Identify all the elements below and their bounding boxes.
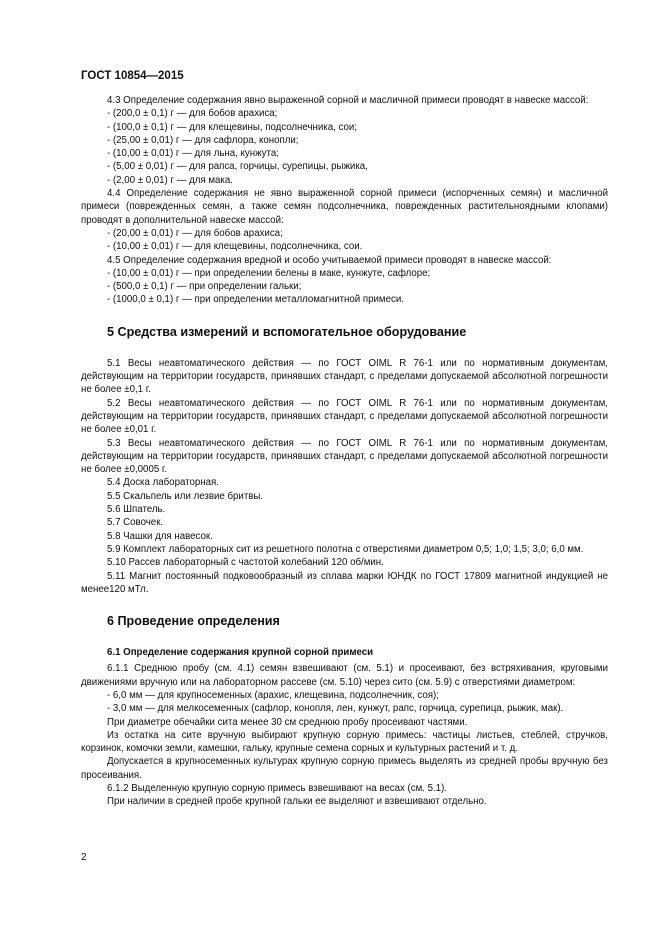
paragraph-5-10: 5.10 Рассев лабораторный с частотой колебаний 120 об/мин. bbox=[107, 557, 384, 569]
document-body bbox=[81, 94, 608, 809]
list-item: - (100,0 ± 0,1) г — для клещевины, подсолнечника, сои; bbox=[107, 121, 357, 133]
paragraph-4-4: 4.4 Определение содержания не явно выраженной сорной примеси (испорченных семян) и масличной примеси (поврежденных семян, а также семян подсолнечника, поврежденных растительноядными клопами) проводят в дополнительной навеске массой: bbox=[81, 188, 608, 226]
paragraph-5-3: 5.3 Весы неавтоматического действия — по ГОСТ OIML R 76-1 или по нормативным документам, действующим на территории государств, принявших стандарт, с пределами допускаемой абсолютной погрешности не более ±0,0005 г. bbox=[81, 437, 608, 476]
list-item: - 3,0 мм — для мелкосеменных (сафлор, конопля, лен, кунжут, рапс, горчица, сурепица, рыжик, мак). bbox=[107, 703, 564, 715]
subsection-6-1-heading: 6.1 Определение содержания крупной сорной примеси bbox=[107, 647, 374, 659]
list-item: - (10,00 ± 0,01) г — при определении белены в маке, кунжуте, сафлоре; bbox=[107, 267, 431, 279]
list-item: - (10,00 ± 0,01) г — для клещевины, подсолнечника, сои. bbox=[107, 241, 363, 253]
paragraph-5-1: 5.1 Весы неавтоматического действия — по ГОСТ OIML R 76-1 или по нормативным документам, действующим на территории государств, принявших стандарт, с пределами допускаемой абсолютной погрешности не более ±0,1 г. bbox=[81, 357, 608, 396]
paragraph-5-7: 5.7 Совочек. bbox=[107, 517, 164, 529]
section-5-heading: 5 Средства измерений и вспомогательное оборудование bbox=[107, 324, 467, 339]
paragraph-allowed: Допускается в крупносеменных культурах крупную сорную примесь выделять из средней пробы вручную без просеивания. bbox=[81, 756, 608, 781]
list-item: - (1000,0 ± 0,1) г — при определении металломагнитной примеси. bbox=[107, 294, 404, 306]
paragraph-5-5: 5.5 Скальпель или лезвие бритвы. bbox=[107, 490, 264, 502]
document-header: ГОСТ 10854—2015 bbox=[81, 70, 184, 82]
list-item: - 6,0 мм — для крупносеменных (арахис, клещевина, подсолнечник, соя); bbox=[107, 689, 439, 701]
list-item: - (5,00 ± 0,01) г — для рапса, горчицы, сурепицы, рыжика, bbox=[107, 161, 368, 173]
paragraph-5-4: 5.4 Доска лабораторная. bbox=[107, 477, 219, 489]
paragraph-5-2: 5.2 Весы неавтоматического действия — по ГОСТ OIML R 76-1 или по нормативным документам, действующим на территории государств, принявших стандарт, с пределами допускаемой абсолютной погрешности не более ±0,01 г. bbox=[81, 397, 608, 436]
list-item: - (2,00 ± 0,01) г — для мака. bbox=[107, 174, 233, 186]
paragraph-sieve-diameter: При диаметре обечайки сита менее 30 см среднюю пробу просеивают частями. bbox=[107, 716, 468, 728]
paragraph-5-9: 5.9 Комплект лабораторных сит из решетного полотна с отверстиями диаметром 0,5; 1,0; 1,5; 3,0; 6,0 мм. bbox=[107, 543, 584, 555]
paragraph-pebbles: При наличии в средней пробе крупной гальки ее выделяют и взвешивают отдельно. bbox=[107, 796, 487, 808]
list-item: - (20,00 ± 0,01) г — для бобов арахиса; bbox=[107, 227, 283, 239]
paragraph-6-1-1: 6.1.1 Среднюю пробу (см. 4.1) семян взвешивают (см. 5.1) и просеивают, без встряхивания, круговыми движениями вручную или на лабораторном рассеве (см. 5.10) через сито (см. 5.9) с отверстиями диаметром: bbox=[81, 663, 608, 688]
paragraph-residue: Из остатка на сите вручную выбирают крупную сорную примесь: частицы листьев, стеблей, стручков, корзинок, комочки земли, камешки, гальку, крупные семена сорных и культурных растений и т. д. bbox=[81, 729, 608, 755]
paragraph-5-6: 5.6 Шпатель. bbox=[107, 504, 166, 516]
paragraph-4-3: 4.3 Определение содержания явно выраженной сорной и масличной примеси проводят в навеске массой: bbox=[107, 95, 589, 106]
paragraph-6-1-2: 6.1.2 Выделенную крупную сорную примесь взвешивают на весах (см. 5.1). bbox=[107, 783, 448, 795]
paragraph-5-8: 5.8 Чашки для навесок. bbox=[107, 530, 213, 542]
paragraph-5-11: 5.11 Магнит постоянный подковообразный из сплава марки ЮНДК по ГОСТ 17809 магнитной индукцией не менее120 мТл. bbox=[81, 570, 608, 595]
page-number: 2 bbox=[81, 852, 87, 863]
list-item: - (200,0 ± 0,1) г — для бобов арахиса; bbox=[107, 108, 278, 120]
section-6-heading: 6 Проведение определения bbox=[107, 614, 280, 629]
paragraph-4-5: 4.5 Определение содержания вредной и особо учитываемой примеси проводят в навеске массой: bbox=[107, 254, 552, 266]
list-item: - (500,0 ± 0,1) г — при определении гальки; bbox=[107, 281, 302, 293]
list-item: - (25,00 ± 0,01) г — для сафлора, конопли; bbox=[107, 134, 299, 146]
list-item: - (10,00 ± 0,01) г — для льна, кунжута; bbox=[107, 148, 279, 160]
